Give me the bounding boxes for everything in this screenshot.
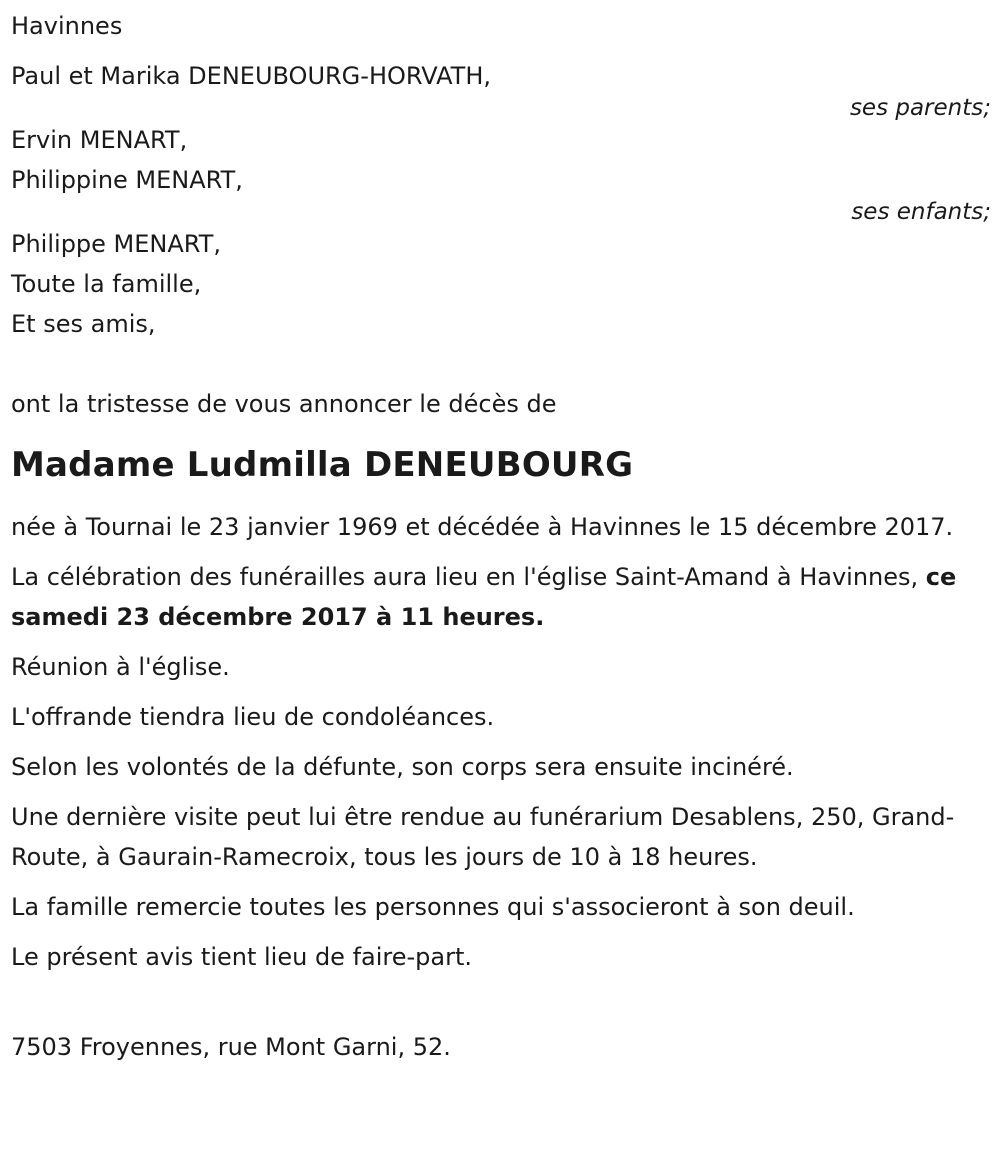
location-line: Havinnes (11, 12, 123, 40)
meeting-paragraph: Réunion à l'église. (11, 653, 230, 681)
relative-line-2: Toute la famille, (11, 270, 202, 298)
obituary-notice (11, 6, 991, 1067)
birth-death-paragraph: née à Tournai le 23 janvier 1969 et décédée à Havinnes le 15 décembre 2017. (11, 513, 954, 541)
thanks-paragraph: La famille remercie toutes les personnes qui s'associeront à son deuil. (11, 893, 855, 921)
spacer (11, 987, 991, 1027)
child-line-1: Ervin MENART, (11, 126, 188, 154)
relative-line-3: Et ses amis, (11, 310, 156, 338)
ceremony-text: La célébration des funérailles aura lieu en l'église Saint-Amand à Havinnes, (11, 563, 926, 591)
address-line: 7503 Froyennes, rue Mont Garni, 52. (11, 1033, 451, 1061)
deceased-name: Madame Ludmilla DENEUBOURG (11, 445, 634, 485)
ceremony-date: ce samedi 23 décembre 2017 à 11 heures. (11, 563, 957, 631)
spacer (11, 344, 991, 384)
announcement-intro: ont la tristesse de vous annoncer le décès de (11, 390, 557, 418)
relative-line-1: Philippe MENART, (11, 230, 222, 258)
ceremony-paragraph (11, 557, 991, 637)
parents-role: ses parents; (849, 95, 991, 121)
spacer (11, 46, 991, 56)
parents-line: Paul et Marika DENEUBOURG-HORVATH, (11, 62, 492, 90)
offering-paragraph: L'offrande tiendra lieu de condoléances. (11, 703, 495, 731)
child-line-2: Philippine MENART, (11, 166, 243, 194)
notice-paragraph: Le présent avis tient lieu de faire-part. (11, 943, 473, 971)
children-role: ses enfants; (851, 199, 991, 225)
visit-paragraph: Une dernière visite peut lui être rendue au funérarium Desablens, 250, Grand-Route, à Gaurain-Ramecroix, tous les jours de 10 à 18 heures. (11, 803, 955, 871)
cremation-paragraph: Selon les volontés de la défunte, son corps sera ensuite incinéré. (11, 753, 794, 781)
